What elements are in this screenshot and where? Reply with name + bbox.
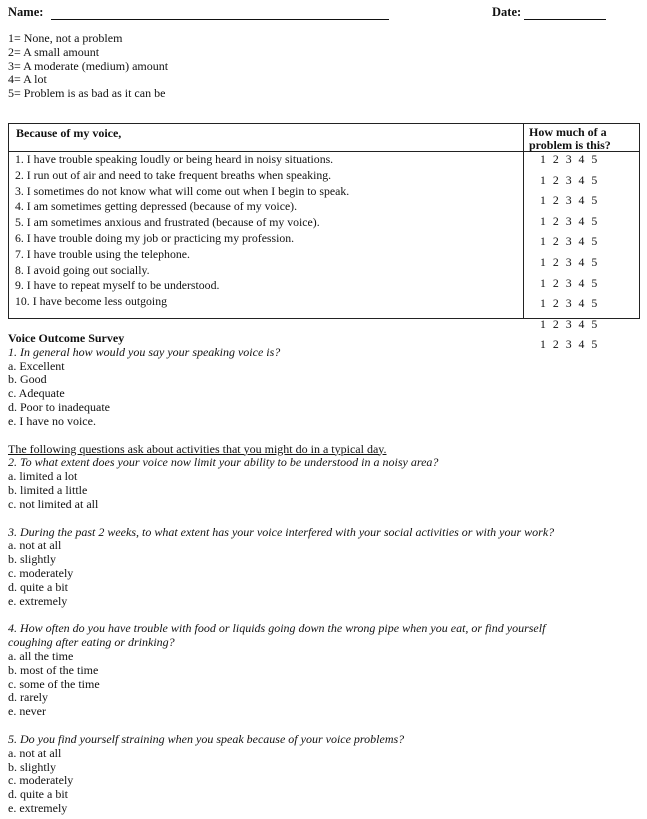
rating-options[interactable]: 1 2 3 4 5: [540, 275, 598, 290]
question-5: 5. Do you find yourself straining when you speak because of your voice problems?: [8, 731, 405, 746]
question-1: 1. In general how would you say your speaking voice is?: [8, 344, 281, 359]
table-header-rating-line: How much of a: [529, 125, 607, 139]
name-label: Name:: [8, 5, 44, 19]
answer-option[interactable]: e. I have no voice.: [8, 413, 96, 428]
answer-option[interactable]: e. extremely: [8, 593, 68, 608]
spacer: [8, 512, 640, 526]
rating-options[interactable]: 1 2 3 4 5: [540, 234, 598, 249]
table-ratings: [540, 153, 598, 359]
answer-option[interactable]: d. rarely: [8, 690, 48, 705]
table-header-statement: Because of my voice,: [16, 126, 122, 140]
date-label: Date:: [492, 5, 522, 19]
question-3: 3. During the past 2 weeks, to what extent has your voice interfered with your social activities or with your work?: [8, 524, 555, 539]
table-statements: [15, 153, 349, 311]
answer-option[interactable]: d. Poor to inadequate: [8, 399, 110, 414]
rating-options[interactable]: 1 2 3 4 5: [540, 193, 598, 208]
name-field-line[interactable]: [51, 19, 389, 20]
answer-option[interactable]: c. Adequate: [8, 386, 65, 401]
answer-option[interactable]: b. most of the time: [8, 662, 99, 677]
table-row: 10. I have become less outgoing: [15, 294, 168, 309]
rating-options[interactable]: 1 2 3 4 5: [540, 213, 598, 228]
answer-option[interactable]: a. not at all: [8, 745, 62, 760]
rating-options[interactable]: 1 2 3 4 5: [540, 254, 598, 269]
scale-item: 5= Problem is as bad as it can be: [8, 86, 166, 101]
answer-option[interactable]: a. all the time: [8, 648, 74, 663]
survey-intro: The following questions ask about activities that you might do in a typical day.: [8, 441, 387, 456]
answer-option[interactable]: a. Excellent: [8, 358, 65, 373]
question-4-cont: coughing after eating or drinking?: [8, 635, 175, 650]
spacer: [8, 608, 640, 622]
answer-option[interactable]: d. quite a bit: [8, 787, 68, 802]
rating-options[interactable]: 1 2 3 4 5: [540, 152, 598, 166]
answer-option[interactable]: a. limited a lot: [8, 469, 78, 484]
answer-option[interactable]: c. moderately: [8, 773, 74, 788]
answer-option[interactable]: d. quite a bit: [8, 579, 68, 594]
question-4: 4. How often do you have trouble with food or liquids going down the wrong pipe when you eat, or find yourself: [8, 621, 546, 636]
voice-outcome-survey: [8, 332, 640, 816]
rating-options[interactable]: 1 2 3 4 5: [540, 296, 598, 311]
table-row: 7. I have trouble using the telephone.: [15, 246, 190, 261]
answer-option[interactable]: b. limited a little: [8, 482, 88, 497]
date-field-line[interactable]: [524, 19, 606, 20]
rating-options[interactable]: 1 2 3 4 5: [540, 337, 598, 352]
table-row: 5. I am sometimes anxious and frustrated (because of my voice).: [15, 215, 320, 230]
table-header-rating: [529, 126, 639, 151]
answer-option[interactable]: a. not at all: [8, 538, 62, 553]
answer-option[interactable]: e. never: [8, 704, 46, 719]
table-row: 4. I am sometimes getting depressed (because of my voice).: [15, 199, 298, 214]
table-row: 6. I have trouble doing my job or practicing my profession.: [15, 230, 295, 245]
rating-options[interactable]: 1 2 3 4 5: [540, 172, 598, 187]
answer-option[interactable]: b. Good: [8, 372, 47, 387]
answer-option[interactable]: e. extremely: [8, 800, 68, 815]
answer-option[interactable]: b. slightly: [8, 759, 57, 774]
answer-option[interactable]: c. some of the time: [8, 676, 100, 691]
scale-item: 2= A small amount: [8, 44, 100, 59]
answer-option[interactable]: c. moderately: [8, 565, 74, 580]
rating-scale-legend: [8, 32, 168, 101]
scale-item: 1= None, not a problem: [8, 31, 123, 45]
spacer: [8, 719, 640, 733]
table-row: 1. I have trouble speaking loudly or being heard in noisy situations.: [15, 152, 334, 166]
form-header: [8, 6, 638, 26]
table-divider: [523, 124, 524, 318]
answer-option[interactable]: b. slightly: [8, 552, 57, 567]
table-row: 3. I sometimes do not know what will come out when I begin to speak.: [15, 183, 350, 198]
table-row: 2. I run out of air and need to take frequent breaths when speaking.: [15, 167, 332, 182]
table-row: 9. I have to repeat myself to be understood.: [15, 278, 220, 293]
spacer: [8, 429, 640, 443]
answer-option[interactable]: c. not limited at all: [8, 496, 99, 511]
scale-item: 4= A lot: [8, 72, 47, 87]
table-row: 8. I avoid going out socially.: [15, 262, 150, 277]
table-header-rating-line: problem is this?: [529, 137, 611, 152]
scale-item: 3= A moderate (medium) amount: [8, 58, 169, 73]
rating-options[interactable]: 1 2 3 4 5: [540, 316, 598, 331]
survey-title: Voice Outcome Survey: [8, 331, 125, 345]
question-2: 2. To what extent does your voice now limit your ability to be understood in a noisy area?: [8, 455, 439, 470]
